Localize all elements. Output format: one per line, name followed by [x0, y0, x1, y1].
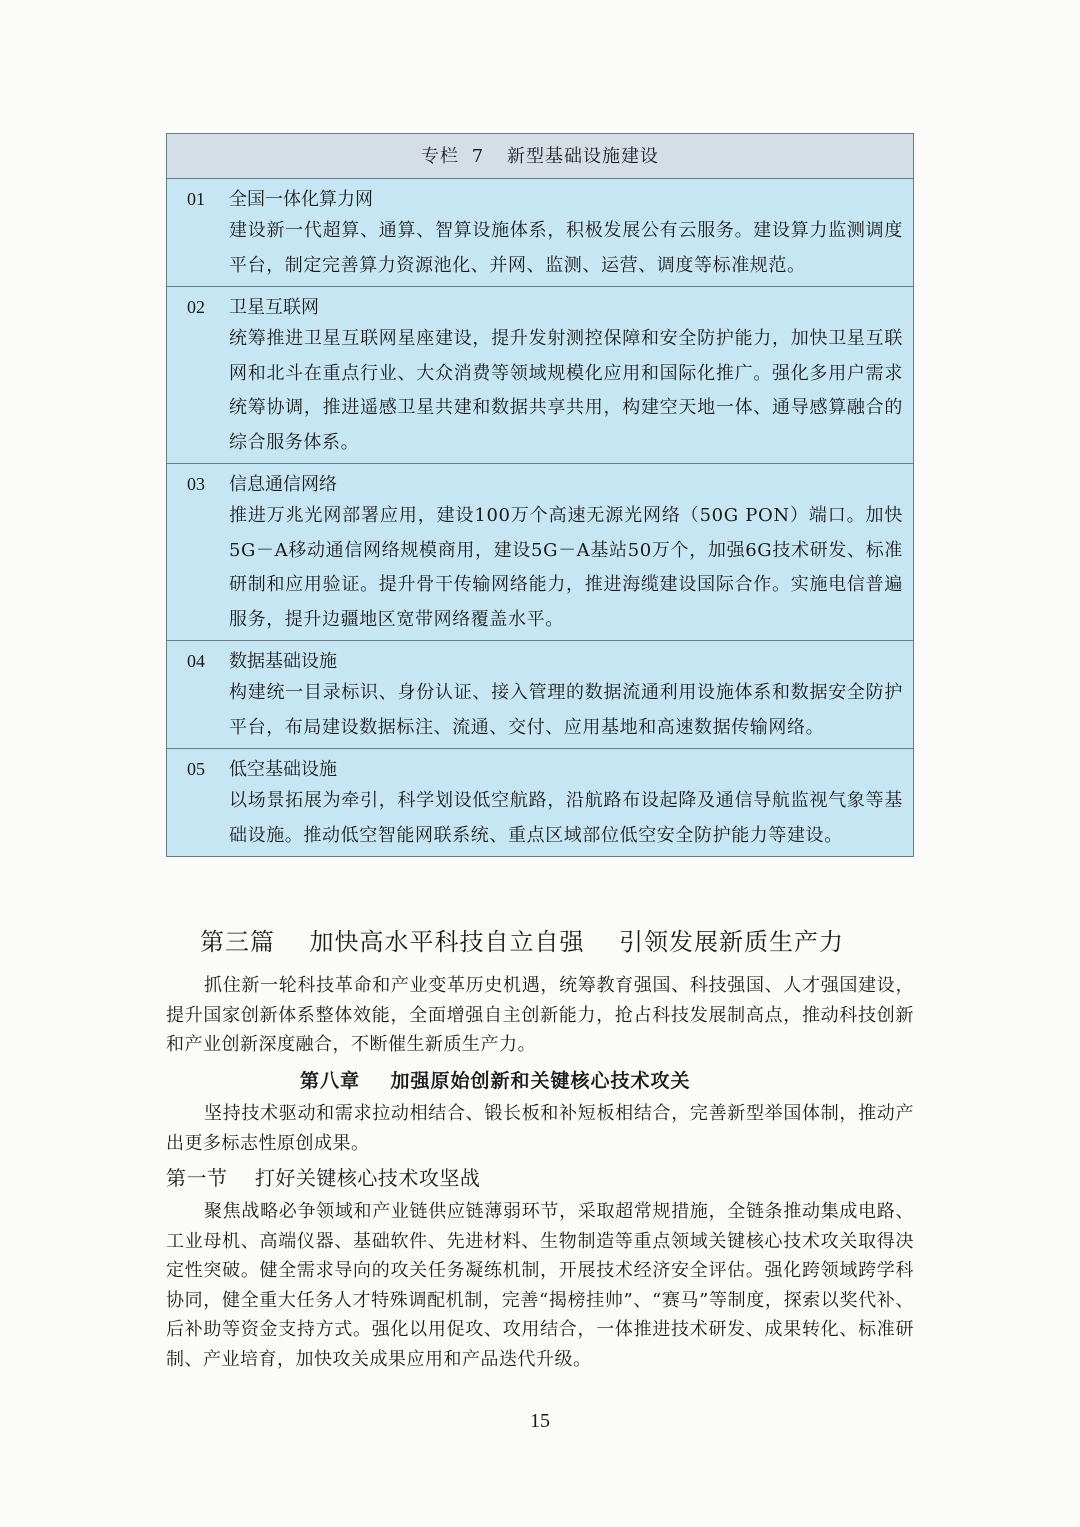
item-number: 02: [187, 297, 205, 317]
chapter-title: 第八章 加强原始创新和关键核心技术攻关: [300, 1070, 691, 1092]
item-title: 数据基础设施: [229, 651, 337, 672]
column-number: 7: [471, 146, 485, 167]
item-title: 信息通信网络: [229, 474, 337, 495]
column-title: 新型基础设施建设: [506, 146, 659, 167]
item-number: 05: [187, 759, 205, 779]
special-column-box: [166, 133, 914, 857]
item-text: 统筹推进卫星互联网星座建设，提升发射测控保障和安全防护能力，加快卫星互联网和北斗在重点行业、大众消费等领域规模化应用和国际化推广。强化多用户需求统筹协调，推进遥感卫星共建和数据共享共用，构建空天地一体、通导感算融合的综合服务体系。: [229, 328, 903, 453]
item-title: 低空基础设施: [229, 759, 337, 780]
column-item: [167, 287, 913, 464]
page-number: 15: [530, 1410, 550, 1432]
column-item: [167, 464, 913, 641]
column-label: 专栏: [421, 146, 460, 167]
column-item: [167, 179, 913, 287]
item-text: 构建统一目录标识、身份认证、接入管理的数据流通利用设施体系和数据安全防护平台，布局建设数据标注、流通、交付、应用基地和高速数据传输网络。: [229, 682, 903, 738]
item-text: 以场景拓展为牵引，科学划设低空航路，沿航路布设起降及通信导航监视气象等基础设施。推动低空智能网联系统、重点区域部位低空安全防护能力等建设。: [229, 790, 903, 846]
item-number: 04: [187, 651, 205, 671]
column-item: [167, 749, 913, 856]
part-title: 第三篇 加快高水平科技自立自强 引领发展新质生产力: [200, 928, 845, 956]
section-paragraph: 聚焦战略必争领域和产业链供应链薄弱环节，采取超常规措施，全链条推动集成电路、工业母机、高端仪器、基础软件、先进材料、生物制造等重点领域关键核心技术攻关取得决定性突破。健全需求导向的攻关任务凝练机制，开展技术经济安全评估。强化跨领域跨学科协同，健全重大任务人才特殊调配机制，完善“揭榜挂帅”、“赛马”等制度，探索以奖代补、后补助等资金支持方式。强化以用促攻、攻用结合，一体推进技术研发、成果转化、标准研制、产业培育，加快攻关成果应用和产品迭代升级。: [166, 1201, 914, 1370]
part-intro-paragraph: 抓住新一轮科技革命和产业变革历史机遇，统筹教育强国、科技强国、人才强国建设，提升国家创新体系整体效能，全面增强自主创新能力，抢占科技发展制高点，推动科技创新和产业创新深度融合，不断催生新质生产力。: [166, 975, 914, 1055]
item-title: 全国一体化算力网: [229, 189, 373, 210]
column-item: [167, 641, 913, 749]
chapter-intro-paragraph: 坚持技术驱动和需求拉动相结合、锻长板和补短板相结合，完善新型举国体制，推动产出更多标志性原创成果。: [166, 1103, 914, 1154]
item-text: 建设新一代超算、通算、智算设施体系，积极发展公有云服务。建设算力监测调度平台，制定完善算力资源池化、并网、监测、运营、调度等标准规范。: [229, 220, 903, 276]
item-number: 01: [187, 189, 205, 209]
item-number: 03: [187, 474, 205, 494]
column-header: [167, 134, 913, 179]
section-title: 第一节 打好关键核心技术攻坚战: [166, 1166, 481, 1190]
item-text: 推进万兆光网部署应用，建设100万个高速无源光网络（50G PON）端口。加快5G－A移动通信网络规模商用，建设5G－A基站50万个，加强6G技术研发、标准研制和应用验证。提升骨干传输网络能力，推进海缆建设国际合作。实施电信普遍服务，提升边疆地区宽带网络覆盖水平。: [229, 505, 903, 630]
item-title: 卫星互联网: [229, 297, 319, 318]
